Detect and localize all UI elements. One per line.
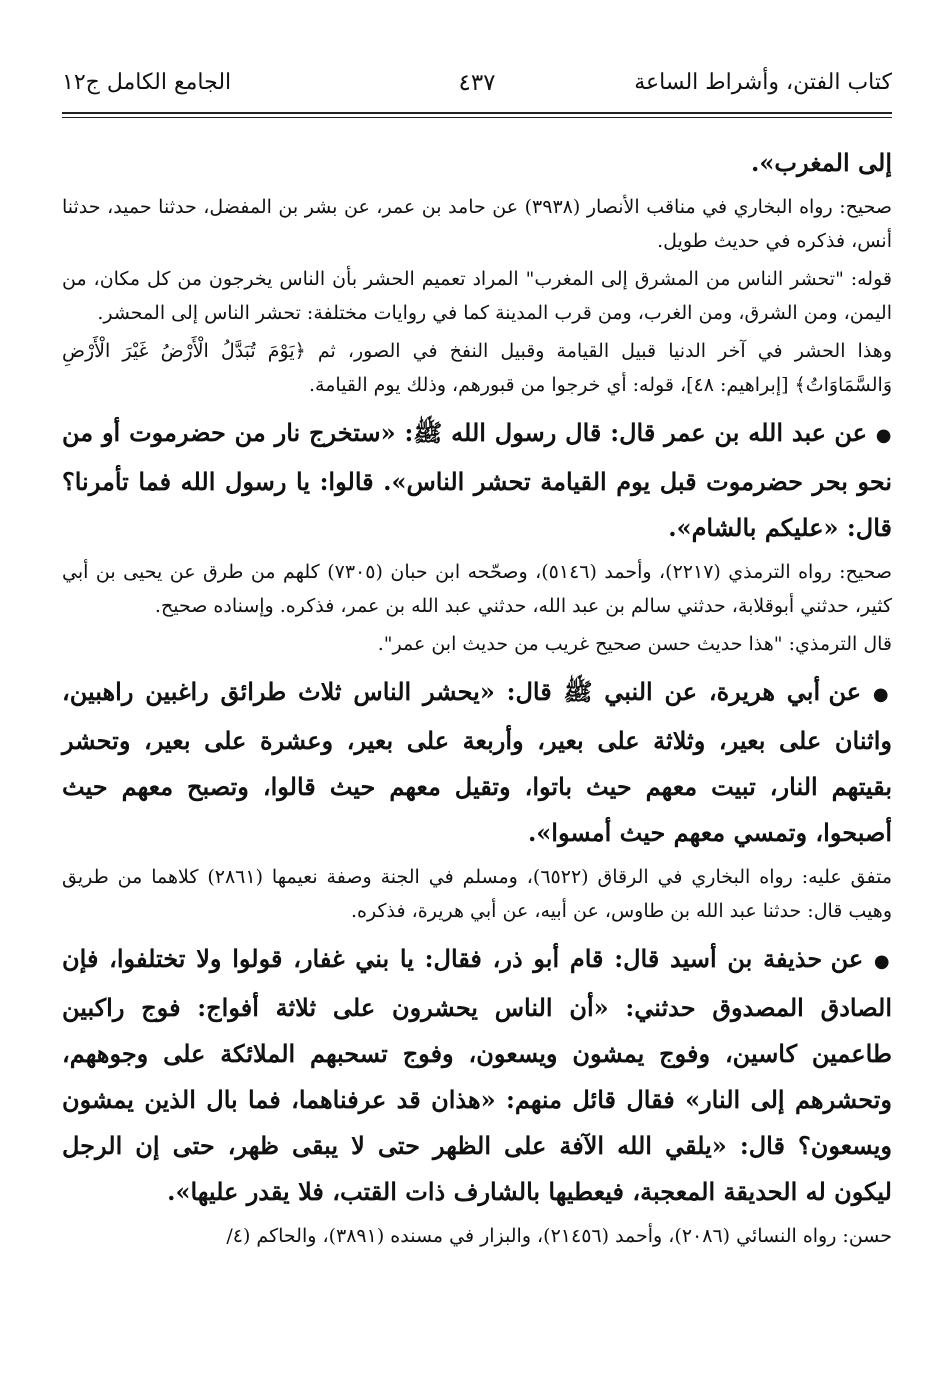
takhrij-note: متفق عليه: رواه البخاري في الرقاق (٦٥٢٢)، ومسلم في الجنة وصفة نعيمها (٢٨٦١) كلاهما من طريق وهيب قال: حدثنا عبد الله بن طاوس، عن أبيه، عن أبي هريرة، فذكره. [62, 866, 892, 922]
bullet-icon: ● [872, 684, 892, 705]
hadith-text-continued: إلى المغرب». [751, 148, 892, 177]
takhrij-note: صحيح: رواه البخاري في مناقب الأنصار (٣٩٣٨) عن حامد بن عمر، عن بشر بن المفضل، حدثنا حميد، حدثنا أنس، فذكره في حديث طويل. [62, 196, 892, 252]
commentary-note: قال الترمذي: "هذا حديث حسن صحيح غريب من حديث ابن عمر". [377, 633, 892, 655]
chapter-title: كتاب الفتن، وأشراط الساعة [634, 70, 892, 95]
page-header [62, 70, 892, 106]
bullet-icon: ● [873, 951, 892, 972]
commentary-note: قوله: "تحشر الناس من المشرق إلى المغرب" المراد تعميم الحشر بأن الناس يخرجون من كل مكان، من اليمن، ومن الشرق، ومن الغرب، ومن قرب المدينة كما في روايات مختلفة: تحشر الناس إلى المحشر. [62, 268, 892, 324]
bullet-icon: ● [875, 425, 892, 446]
hadith-text: ● عن أبي هريرة، عن النبي ﷺ قال: «يحشر الناس ثلاث طرائق راغبين راهبين، واثنان على بعير، وثلاثة على بعير، وأربعة على بعير، وعشرة على بعير، وتحشر بقيتهم النار، تبيت معهم حيث باتوا، وتقيل معهم حيث قالوا، وتصبح معهم حيث أصبحوا، وتمسي معهم حيث أمسوا». [62, 677, 892, 847]
page-content [62, 140, 892, 1253]
book-title: الجامع الكامل ج١٢ [62, 70, 232, 95]
commentary-note: وهذا الحشر في آخر الدنيا قبيل القيامة وقبيل النفخ في الصور، ثم ﴿يَوْمَ تُبَدَّلُ الْأَرْضُ غَيْرَ الْأَرْضِ وَالسَّمَاوَاتُ﴾ [إبراهيم: ٤٨]، قوله: أي خرجوا من قبورهم، وذلك يوم القيامة. [62, 340, 892, 396]
page-number: ٤٣٧ [458, 70, 496, 96]
header-rule-thick [62, 112, 892, 114]
takhrij-note: صحيح: رواه الترمذي (٢٢١٧)، وأحمد (٥١٤٦)، وصحّحه ابن حبان (٧٣٠٥) كلهم من طرق عن يحيى بن أبي كثير، حدثني أبوقلابة، حدثني سالم بن عبد الله، حدثني عبد الله بن عمر، فذكره. وإسناده صحيح. [62, 561, 892, 617]
hadith-text: ● عن عبد الله بن عمر قال: قال رسول الله ﷺ: «ستخرج نار من حضرموت أو من نحو بحر حضرموت قبل يوم القيامة تحشر الناس». قالوا: يا رسول الله فما تأمرنا؟ قال: «عليكم بالشام». [62, 418, 893, 542]
takhrij-note: حسن: رواه النسائي (٢٠٨٦)، وأحمد (٢١٤٥٦)، والبزار في مسنده (٣٨٩١)، والحاكم (٤/ [226, 1225, 892, 1247]
header-rule-thin [62, 117, 892, 118]
hadith-text: ● عن حذيفة بن أسيد قال: قام أبو ذر، فقال: يا بني غفار، قولوا ولا تختلفوا، فإن الصادق المصدوق حدثني: «أن الناس يحشرون على ثلاثة أفواج: فوج راكبين طاعمين كاسين، وفوج يمشون ويسعون، وفوج تسحبهم الملائكة على وجوههم، وتحشرهم إلى النار» فقال قائل منهم: «هذان قد عرفناهما، فما بال الذين يمشون ويسعون؟ قال: «يلقي الله الآفة على الظهر حتى لا يبقى ظهر، حتى إن الرجل ليكون له الحديقة المعجبة، فيعطيها بالشارف ذات القتب، فلا يقدر عليها». [62, 944, 892, 1206]
